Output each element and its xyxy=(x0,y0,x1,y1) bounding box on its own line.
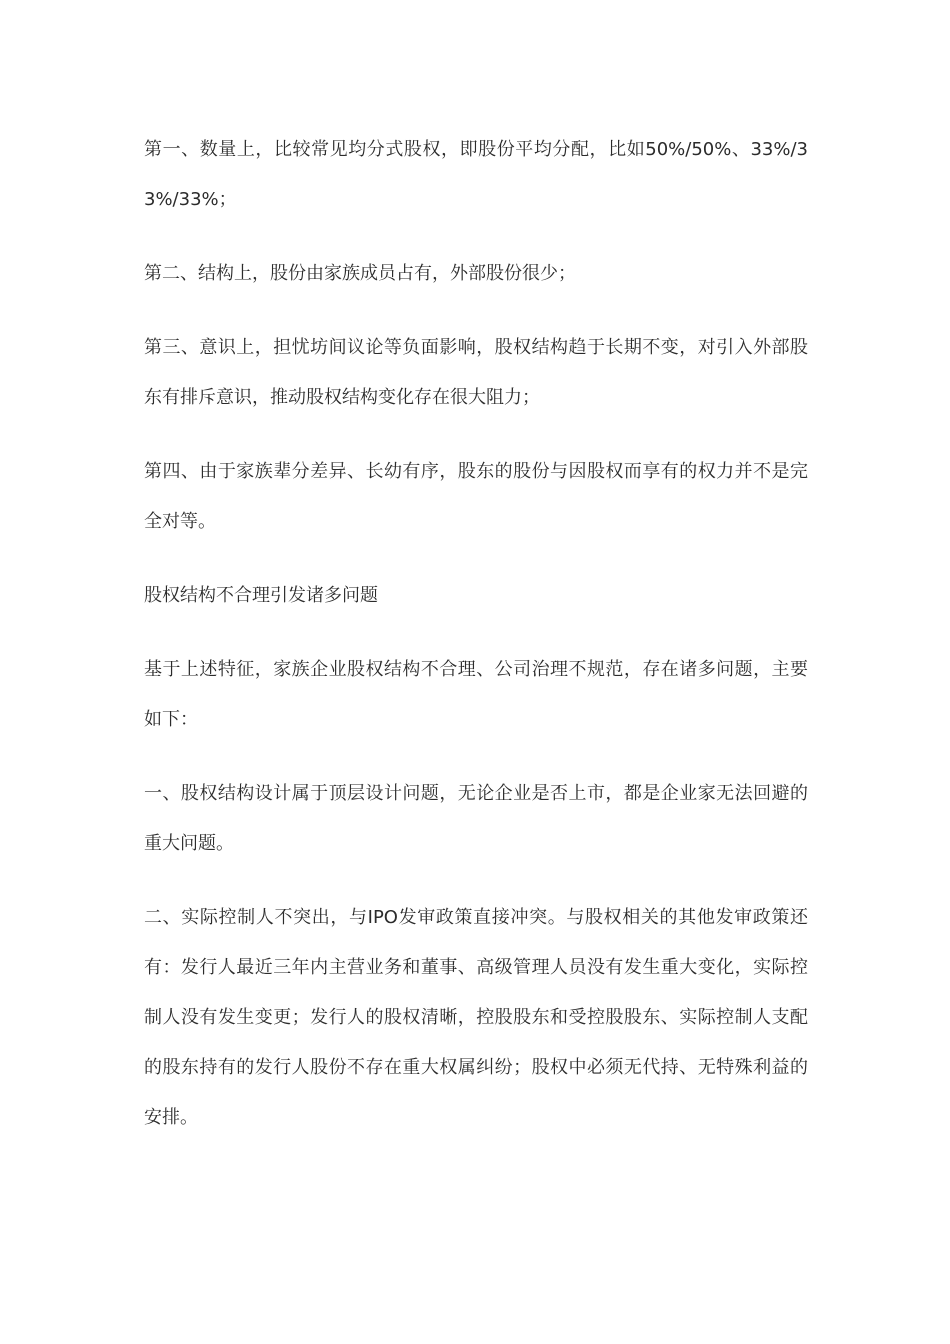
paragraph-seniority: 第四、由于家族辈分差异、长幼有序，股东的股份与因股权而享有的权力并不是完全对等。 xyxy=(144,461,808,532)
paragraph-point-one: 一、股权结构设计属于顶层设计问题，无论企业是否上市，都是企业家无法回避的重大问题。 xyxy=(144,783,808,854)
paragraph-intro: 基于上述特征，家族企业股权结构不合理、公司治理不规范，存在诸多问题，主要如下： xyxy=(144,659,808,730)
section-heading: 股权结构不合理引发诸多问题 xyxy=(144,585,378,606)
paragraph-awareness: 第三、意识上，担忧坊间议论等负面影响，股权结构趋于长期不变，对引入外部股东有排斥意识，推动股权结构变化存在很大阻力； xyxy=(144,337,808,408)
paragraph-quantity: 第一、数量上，比较常见均分式股权，即股份平均分配，比如50%/50%、33%/33%/33%； xyxy=(144,139,808,210)
paragraph-point-two: 二、实际控制人不突出，与IPO发审政策直接冲突。与股权相关的其他发审政策还有：发行人最近三年内主营业务和董事、高级管理人员没有发生重大变化，实际控制人没有发生变更；发行人的股权清晰，控股股东和受控股股东、实际控制人支配的股东持有的发行人股份不存在重大权属纠纷；股权中必须无代持、无特殊利益的安排。 xyxy=(144,907,808,1128)
paragraph-structure: 第二、结构上，股份由家族成员占有，外部股份很少； xyxy=(144,263,576,284)
document-body xyxy=(144,125,808,1167)
